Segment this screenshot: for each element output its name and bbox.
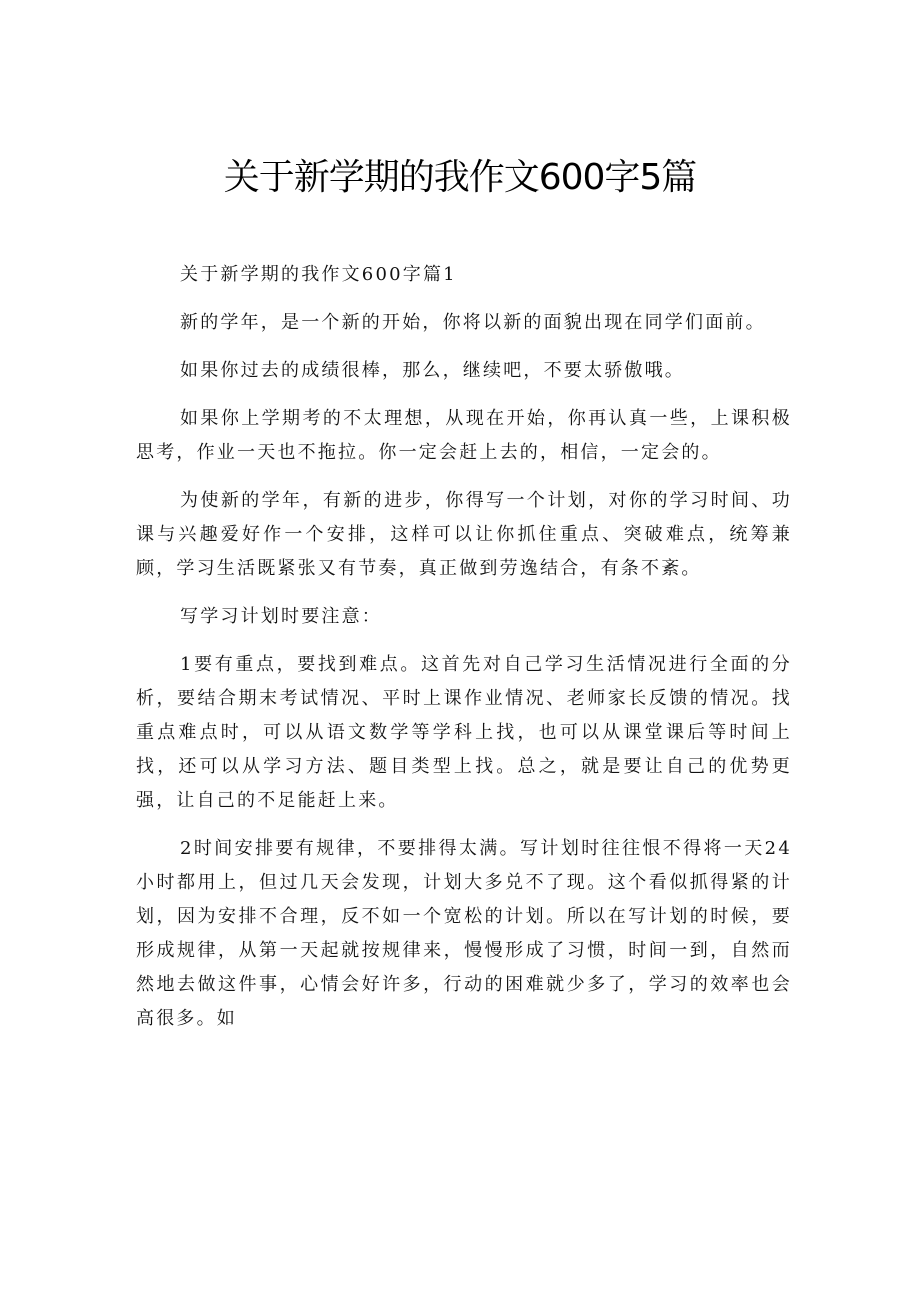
paragraph: 1要有重点，要找到难点。这首先对自己学习生活情况进行全面的分析，要结合期末考试情况、平时上课作业情况、老师家长反馈的情况。找重点难点时，可以从语文数学等学科上找，也可以从课堂课后等时间上找，还可以从学习方法、题目类型上找。总之，就是要让自己的优势更强，让自己的不足能赶上来。 <box>136 654 792 811</box>
paragraph: 如果你上学期考的不太理想，从现在开始，你再认真一些，上课积极思考，作业一天也不拖拉。你一定会赶上去的，相信，一定会的。 <box>136 408 792 463</box>
paragraph: 写学习计划时要注意： <box>180 606 382 627</box>
document-body <box>136 258 792 1050</box>
section-heading: 关于新学期的我作文600字篇1 <box>180 264 457 285</box>
paragraph: 如果你过去的成绩很棒，那么，继续吧，不要太骄傲哦。 <box>180 360 685 381</box>
document-title: 关于新学期的我作文600字5篇 <box>223 157 697 198</box>
paragraph: 新的学年，是一个新的开始，你将以新的面貌出现在同学们面前。 <box>180 312 766 333</box>
paragraph: 2时间安排要有规律，不要排得太满。写计划时往往恨不得将一天24小时都用上，但过几天会发现，计划大多兑不了现。这个看似抓得紧的计划，因为安排不合理，反不如一个宽松的计划。所以在写计划的时候，要形成规律，从第一天起就按规律来，慢慢形成了习惯，时间一到，自然而然地去做这件事，心情会好许多，行动的困难就少多了，学习的效率也会高很多。如 <box>136 838 792 1029</box>
paragraph: 为使新的学年，有新的进步，你得写一个计划，对你的学习时间、功课与兴趣爱好作一个安排，这样可以让你抓住重点、突破难点，统筹兼顾，学习生活既紧张又有节奏，真正做到劳逸结合，有条不紊。 <box>136 490 792 579</box>
